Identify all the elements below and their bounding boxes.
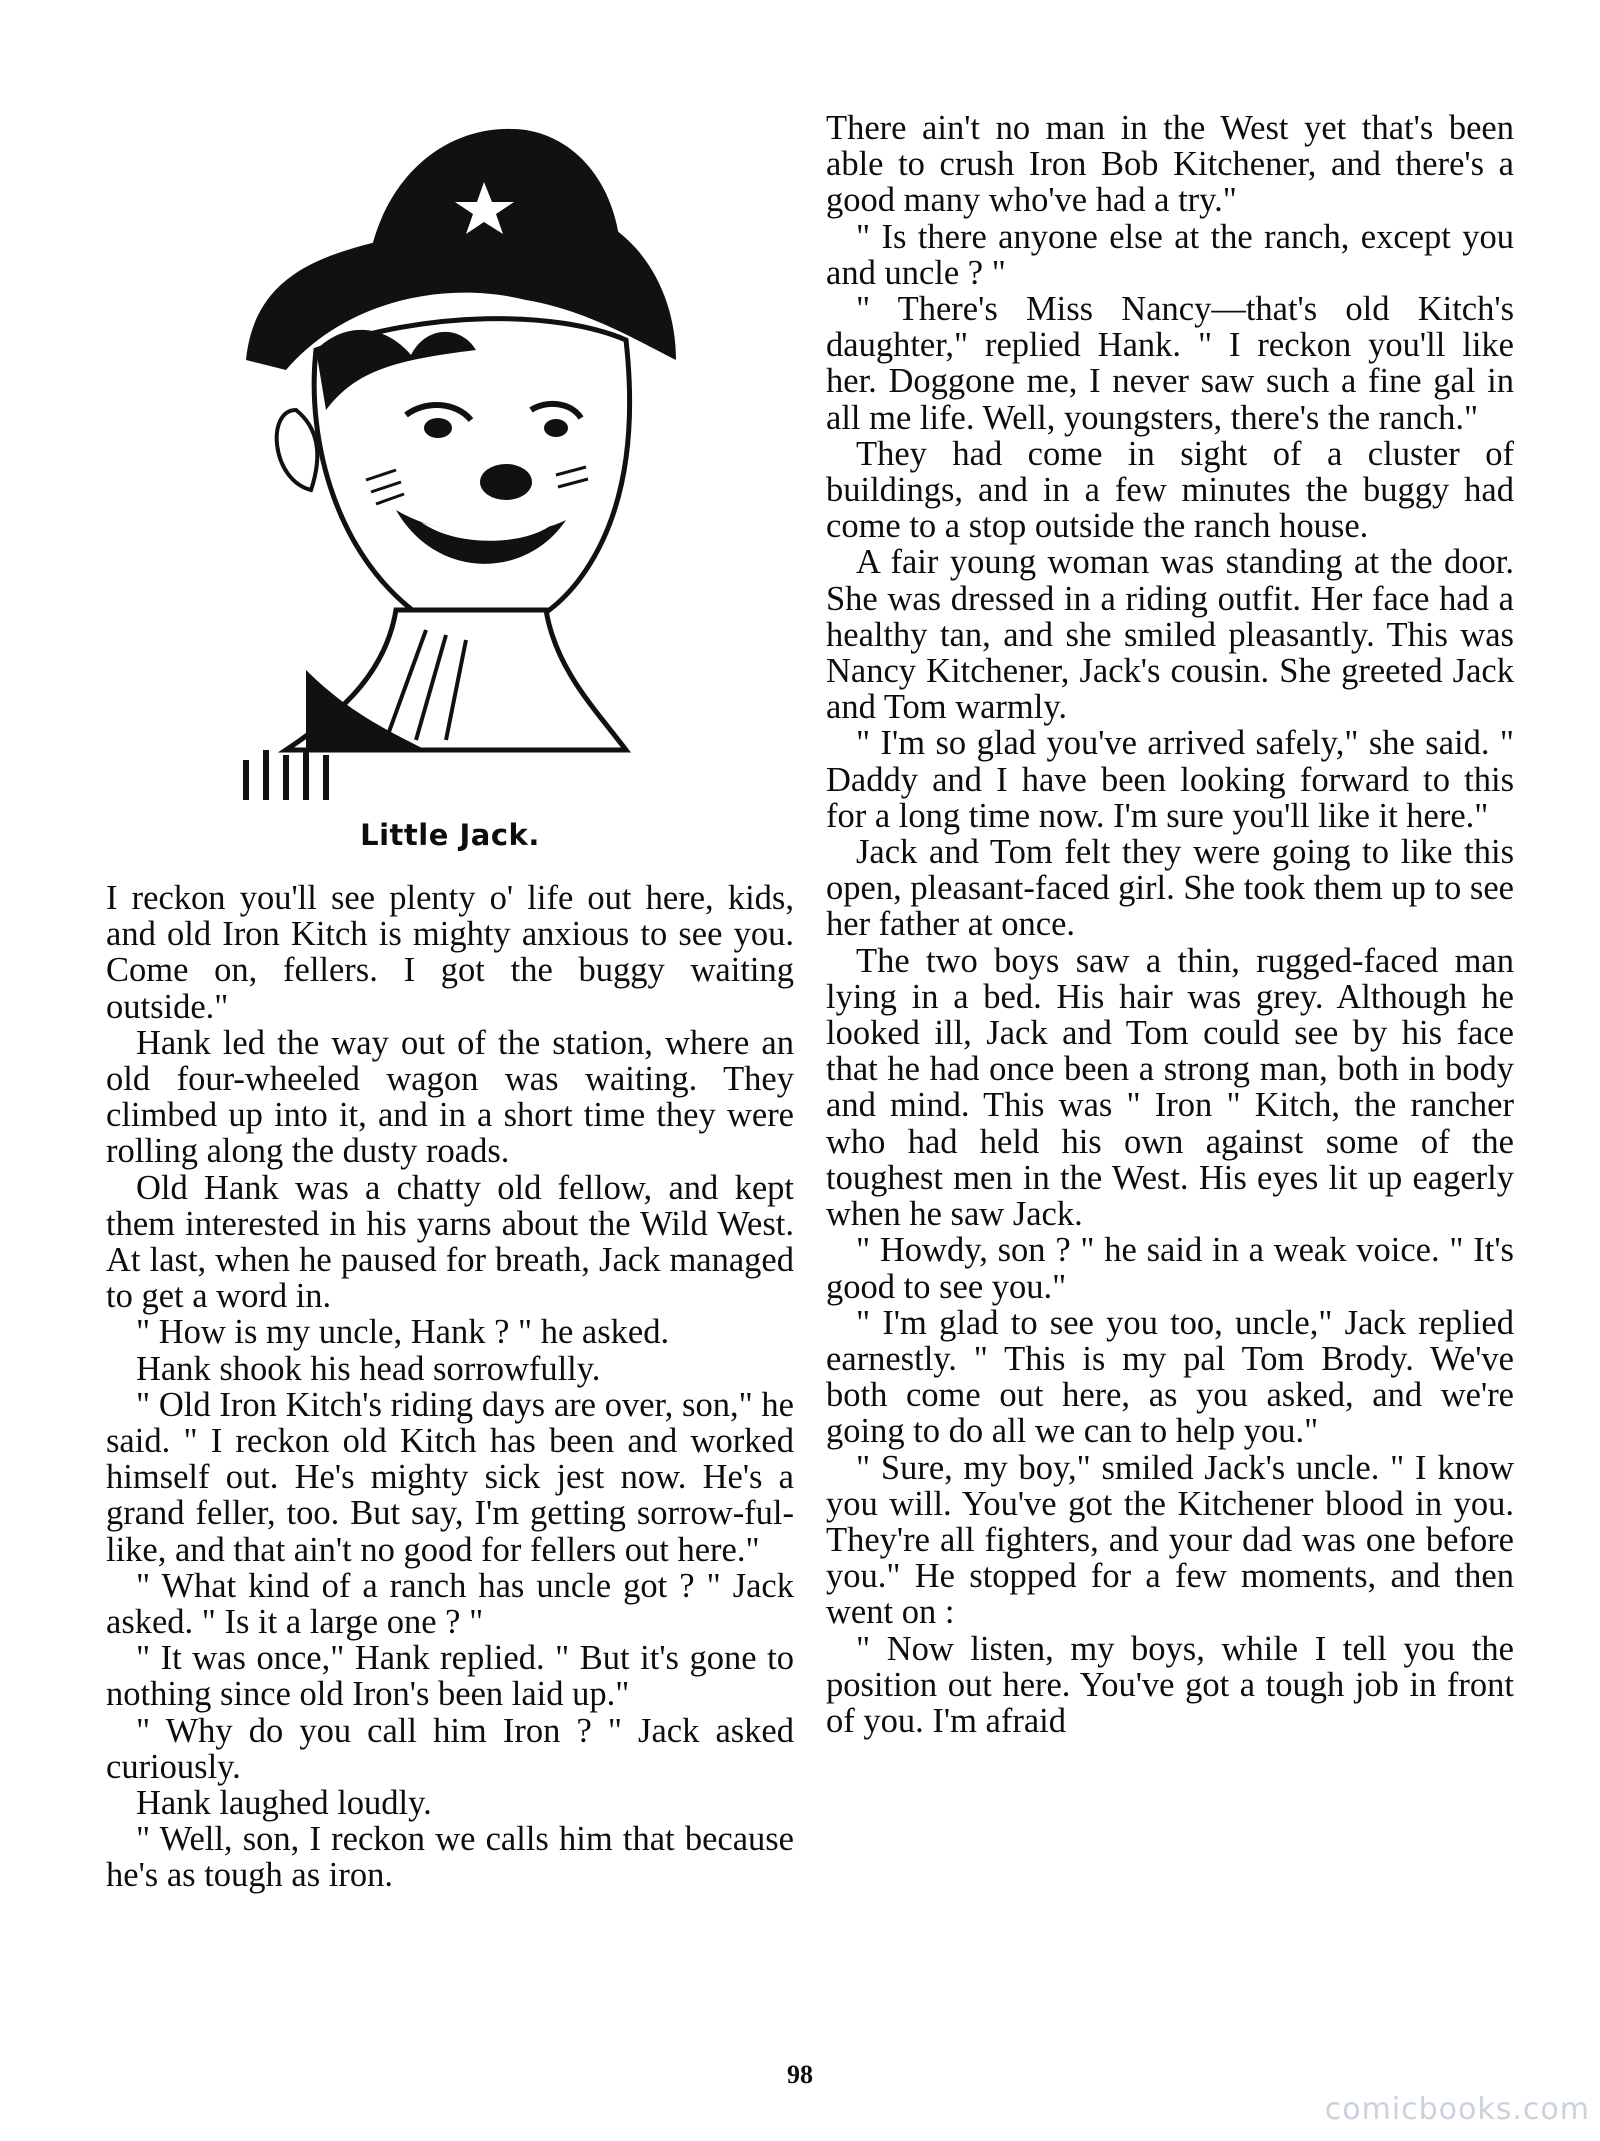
paragraph: Old Hank was a chatty old fellow, and kept them interested in his yarns about the Wild West. At last, when he paused for breath, Jack managed to get a word in. [106,1168,794,1316]
paragraph: Hank laughed loudly. [136,1784,432,1823]
left-column-text [106,880,794,1894]
paragraph: They had come in sight of a cluster of buildings, and in a few minutes the buggy had come to a stop outside the ranch house. [826,434,1514,546]
paragraph: " Is there anyone else at the ranch, except you and uncle ? " [826,217,1514,292]
cowboy-boy-drawing [226,110,686,810]
paragraph: " Old Iron Kitch's riding days are over, son," he said. " I reckon old Kitch has been and worked himself out. He's mighty sick jest now. He's a grand feller, too. But say, I'm getting sorrow-ful-like, and that ain't no good for fellers out here." [106,1385,794,1569]
paragraph: Hank shook his head sorrowfully. [136,1349,601,1388]
paragraph: There ain't no man in the West yet that's been able to crush Iron Bob Kitchener, and there's a good many who've had a try." [826,109,1514,220]
paragraph: " I'm so glad you've arrived safely," she said. " Daddy and I have been looking forward to this for a long time now. I'm sure you'll like it here." [826,724,1514,835]
paragraph: " There's Miss Nancy—that's old Kitch's daughter," replied Hank. " I reckon you'll like her. Doggone me, I never saw such a fine gal in all me life. Well, youngsters, there's the ranch." [826,290,1514,437]
paragraph: " Sure, my boy," smiled Jack's uncle. " I know you will. You've got the Kitchener blood in you. They're all fighters, and your dad was one before you." He stopped for a few moments, and then went on : [826,1448,1514,1632]
right-column-text [826,110,1514,1739]
paragraph: " Why do you call him Iron ? " Jack asked curiously. [106,1711,794,1786]
page-number: 98 [787,2060,813,2089]
little-jack-illustration [106,110,794,830]
paragraph: I reckon you'll see plenty o' life out here, kids, and old Iron Kitch is mighty anxious to see you. Come on, fellers. I got the buggy waiting outside." [106,879,794,1026]
paragraph: A fair young woman was standing at the door. She was dressed in a riding outfit. Her face had a healthy tan, and she smiled pleasantly. This was Nancy Kitchener, Jack's cousin. She greeted Jack and Tom warmly. [826,543,1514,727]
paragraph: " How is my uncle, Hank ? " he asked. [136,1313,670,1352]
paragraph: " It was once," Hank replied. " But it's gone to nothing since old Iron's been laid up." [106,1639,794,1714]
paragraph: " Howdy, son ? " he said in a weak voice. " It's good to see you." [826,1231,1514,1306]
paragraph: " I'm glad to see you too, uncle," Jack replied earnestly. " This is my pal Tom Brody. We've both come out here, as you asked, and we're going to do all we can to help you." [826,1303,1514,1451]
paragraph: Jack and Tom felt they were going to like this open, pleasant-faced girl. She took them up to see her father at once. [826,833,1514,944]
site-watermark: comicbooks.com [1324,2092,1590,2127]
illustration-caption: Little Jack. [360,818,540,852]
paragraph: " What kind of a ranch has uncle got ? " Jack asked. " Is it a large one ? " [106,1566,794,1642]
paragraph: " Well, son, I reckon we calls him that because he's as tough as iron. [106,1820,794,1895]
paragraph: " Now listen, my boys, while I tell you the position out here. You've got a tough job in front of you. I'm afraid [826,1629,1514,1740]
paragraph: The two boys saw a thin, rugged-faced man lying in a bed. His hair was grey. Although he looked ill, Jack and Tom could see by his face that he had once been a strong man, both in body and mind. This was " Iron " Kitch, the rancher who had held his own against some of the toughest men in the West. His eyes lit up eagerly when he saw Jack. [826,941,1514,1234]
paragraph: Hank led the way out of the station, where an old four-wheeled wagon was waiting. They climbed up into it, and in a short time they were rolling along the dusty roads. [106,1023,794,1171]
